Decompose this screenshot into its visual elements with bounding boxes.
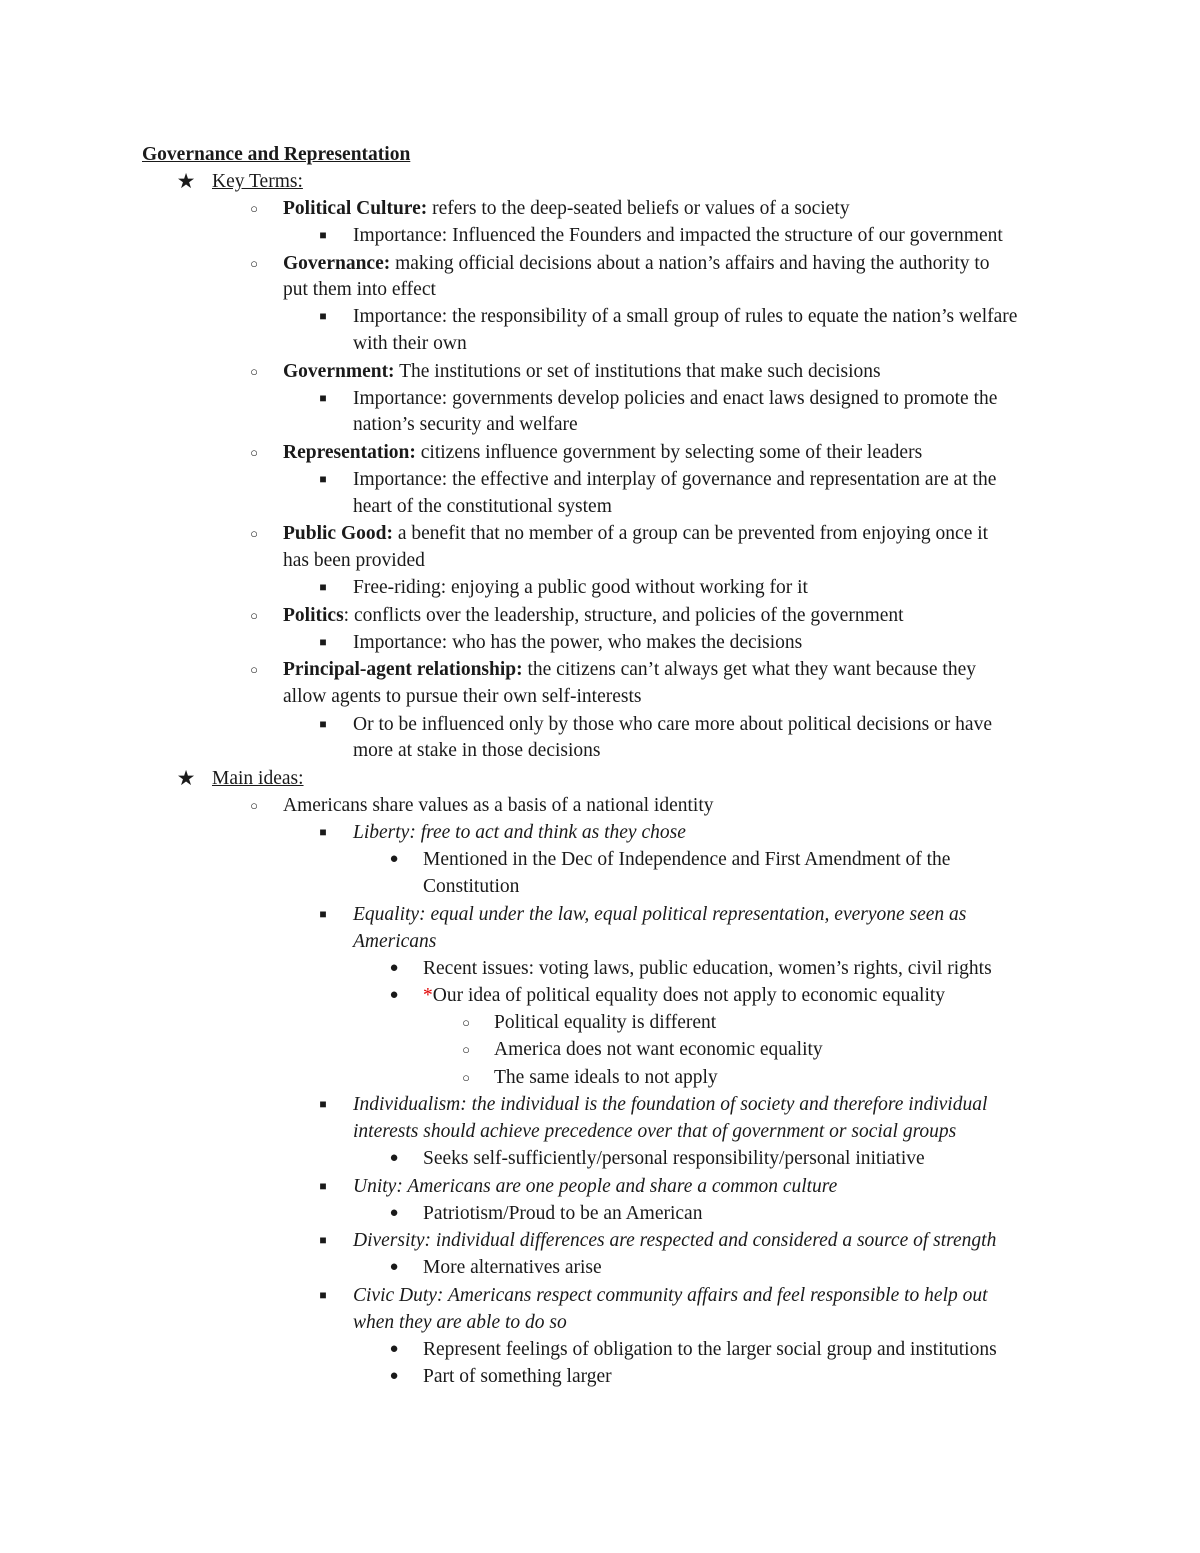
term-label: Principal-agent relationship:	[283, 659, 523, 680]
term-note-continued: heart of the constitutional system	[353, 496, 612, 517]
term-governance	[283, 250, 990, 277]
term-label: Governance:	[283, 253, 391, 274]
term-note: Free-riding: enjoying a public good without working for it	[353, 577, 808, 598]
square-bullet-icon: ■	[319, 472, 327, 486]
value-subdetail: Political equality is different	[494, 1012, 717, 1033]
circle-bullet-icon: ○	[462, 1070, 470, 1085]
term-label: Public Good:	[283, 523, 393, 544]
value-detail: Seeks self-sufficiently/personal responsibility/personal initiative	[423, 1148, 925, 1169]
value-subdetail: America does not want economic equality	[494, 1039, 823, 1060]
term-note-continued: more at stake in those decisions	[353, 740, 601, 761]
circle-bullet-icon: ○	[462, 1015, 470, 1030]
term-note: Importance: governments develop policies and enact laws designed to promote the	[353, 388, 998, 409]
term-definition-continued: has been provided	[283, 550, 425, 571]
circle-bullet-icon: ○	[250, 201, 258, 216]
asterisk-mark: *	[423, 985, 433, 1006]
square-bullet-icon: ■	[319, 717, 327, 731]
value-detail	[423, 982, 945, 1009]
term-note-continued: nation’s security and welfare	[353, 414, 578, 435]
square-bullet-icon: ■	[319, 228, 327, 242]
circle-bullet-icon: ○	[250, 662, 258, 677]
star-bullet-icon: ★	[176, 766, 196, 790]
term-public-good	[283, 520, 988, 547]
square-bullet-icon: ■	[319, 1097, 327, 1111]
circle-bullet-icon: ○	[250, 798, 258, 813]
dot-bullet-icon: ●	[389, 960, 399, 976]
main-idea-americans: Americans share values as a basis of a national identity	[283, 795, 714, 816]
value-equality-continued: Americans	[353, 931, 437, 952]
term-definition: refers to the deep-seated beliefs or values of a society	[427, 198, 850, 219]
term-political-culture	[283, 195, 850, 222]
circle-bullet-icon: ○	[250, 256, 258, 271]
value-individualism-continued: interests should achieve precedence over that of government or social groups	[353, 1121, 957, 1142]
square-bullet-icon: ■	[319, 391, 327, 405]
section-heading-key-terms: Key Terms:	[212, 171, 303, 192]
circle-bullet-icon: ○	[250, 526, 258, 541]
term-note: Or to be influenced only by those who care more about political decisions or have	[353, 714, 992, 735]
dot-bullet-icon: ●	[389, 1205, 399, 1221]
term-definition: a benefit that no member of a group can be prevented from enjoying once it	[392, 523, 989, 544]
value-detail-text: Our idea of political equality does not apply to economic equality	[432, 985, 946, 1006]
term-representation	[283, 439, 922, 466]
term-definition: the citizens can’t always get what they want because they	[522, 659, 976, 680]
square-bullet-icon: ■	[319, 580, 327, 594]
dot-bullet-icon: ●	[389, 1368, 399, 1384]
term-note: Importance: Influenced the Founders and impacted the structure of our government	[353, 225, 1003, 246]
circle-bullet-icon: ○	[250, 364, 258, 379]
dot-bullet-icon: ●	[389, 1150, 399, 1166]
term-label: Representation:	[283, 442, 416, 463]
square-bullet-icon: ■	[319, 825, 327, 839]
term-note-continued: with their own	[353, 333, 467, 354]
square-bullet-icon: ■	[319, 309, 327, 323]
term-label: Political Culture:	[283, 198, 428, 219]
dot-bullet-icon: ●	[389, 1341, 399, 1357]
value-detail: Mentioned in the Dec of Independence and First Amendment of the	[423, 849, 951, 870]
term-definition: making official decisions about a nation’s affairs and having the authority to	[390, 253, 990, 274]
value-unity: Unity: Americans are one people and share a common culture	[353, 1176, 838, 1197]
term-principal-agent	[283, 656, 976, 683]
circle-bullet-icon: ○	[250, 445, 258, 460]
term-definition-continued: put them into effect	[283, 279, 436, 300]
value-individualism: Individualism: the individual is the foundation of society and therefore individual	[353, 1094, 988, 1115]
value-civic-duty: Civic Duty: Americans respect community affairs and feel responsible to help out	[353, 1285, 988, 1306]
term-definition: citizens influence government by selecting some of their leaders	[415, 442, 923, 463]
term-label: Politics	[283, 605, 344, 626]
value-liberty: Liberty: free to act and think as they chose	[353, 822, 686, 843]
value-detail: Recent issues: voting laws, public education, women’s rights, civil rights	[423, 958, 992, 979]
value-detail: More alternatives arise	[423, 1257, 602, 1278]
term-note: Importance: the responsibility of a small group of rules to equate the nation’s welfare	[353, 306, 1018, 327]
term-note: Importance: who has the power, who makes the decisions	[353, 632, 803, 653]
value-detail-continued: Constitution	[423, 876, 520, 897]
dot-bullet-icon: ●	[389, 1259, 399, 1275]
square-bullet-icon: ■	[319, 1288, 327, 1302]
term-definition: : conflicts over the leadership, structure, and policies of the government	[343, 605, 904, 626]
value-detail: Patriotism/Proud to be an American	[423, 1203, 703, 1224]
term-definition: The institutions or set of institutions that make such decisions	[394, 361, 881, 382]
term-government	[283, 358, 881, 385]
value-civic-duty-continued: when they are able to do so	[353, 1312, 567, 1333]
value-equality: Equality: equal under the law, equal political representation, everyone seen as	[353, 904, 967, 925]
square-bullet-icon: ■	[319, 1233, 327, 1247]
value-diversity: Diversity: individual differences are respected and considered a source of strength	[353, 1230, 997, 1251]
dot-bullet-icon: ●	[389, 987, 399, 1003]
circle-bullet-icon: ○	[462, 1042, 470, 1057]
term-label: Government:	[283, 361, 395, 382]
term-note: Importance: the effective and interplay of governance and representation are at the	[353, 469, 997, 490]
term-politics	[283, 602, 904, 629]
square-bullet-icon: ■	[319, 635, 327, 649]
circle-bullet-icon: ○	[250, 608, 258, 623]
value-detail: Represent feelings of obligation to the larger social group and institutions	[423, 1339, 997, 1360]
section-heading-main-ideas: Main ideas:	[212, 768, 304, 789]
value-subdetail: The same ideals to not apply	[494, 1067, 718, 1088]
star-bullet-icon: ★	[176, 169, 196, 193]
square-bullet-icon: ■	[319, 1179, 327, 1193]
term-definition-continued: allow agents to pursue their own self-interests	[283, 686, 642, 707]
dot-bullet-icon: ●	[389, 851, 399, 867]
value-detail: Part of something larger	[423, 1366, 612, 1387]
square-bullet-icon: ■	[319, 907, 327, 921]
page-title: Governance and Representation	[142, 144, 411, 165]
